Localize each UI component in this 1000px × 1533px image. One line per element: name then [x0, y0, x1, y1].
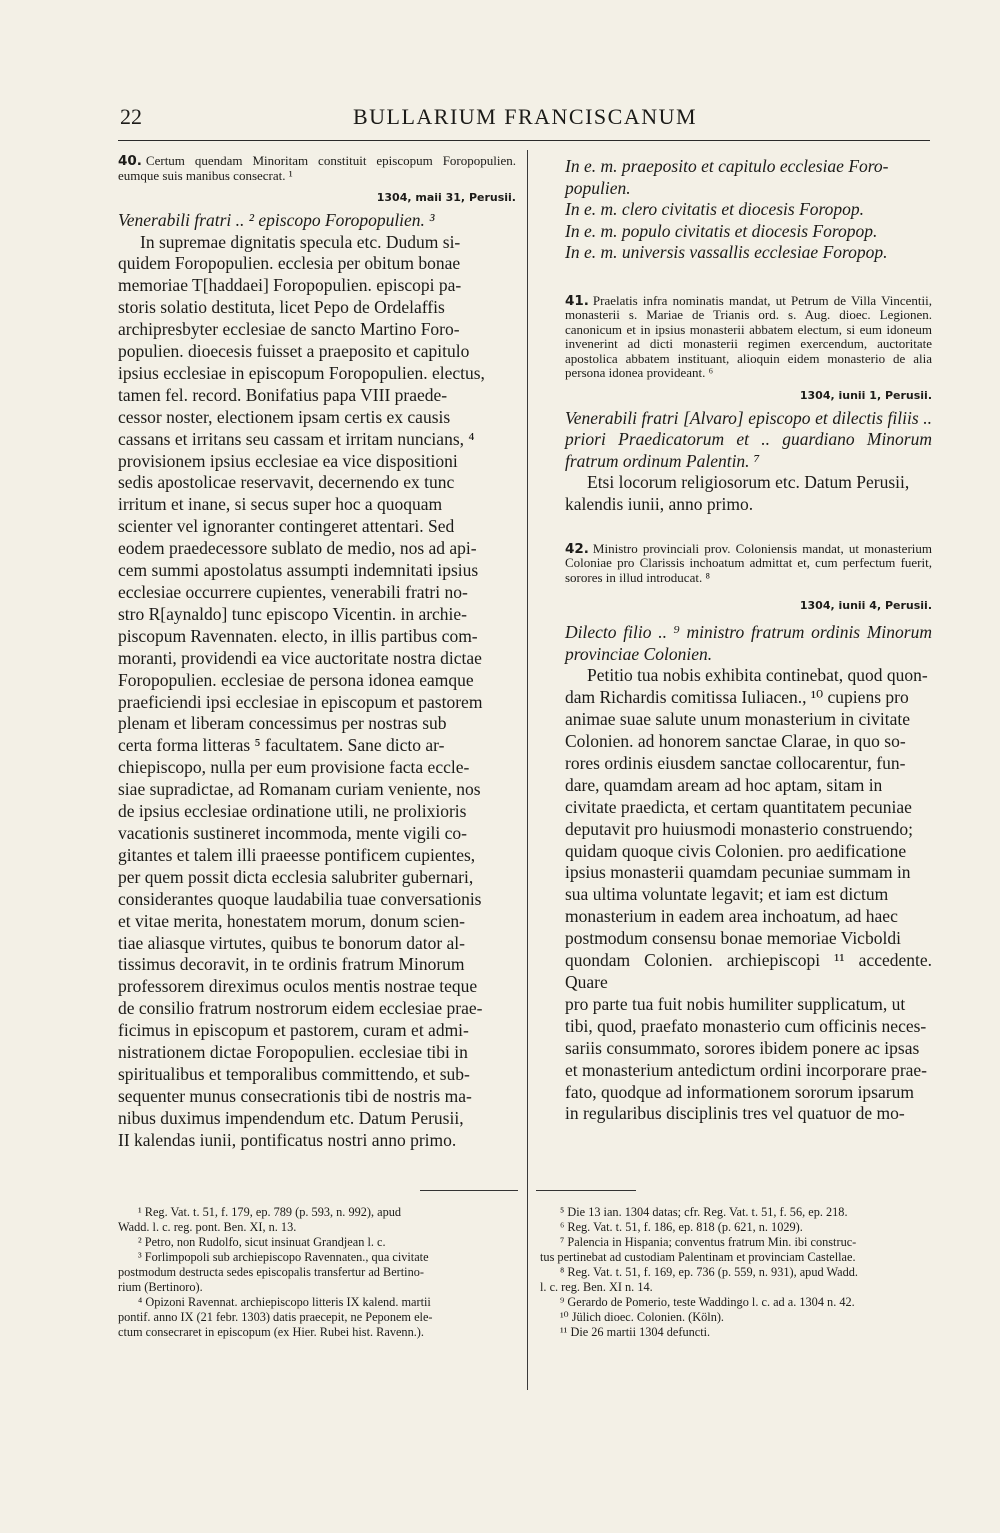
text-line: eodem praedecessore sublato de medio, nos ad api-	[118, 538, 477, 559]
document-number: 42.	[565, 540, 589, 557]
text-line: spiritualibus et temporalibus committendo, et sub-	[118, 1063, 470, 1084]
footnote-line: rium (Bertinoro).	[118, 1280, 203, 1294]
text-line: per quem possit dicta ecclesia salubriter gubernari,	[118, 866, 474, 887]
text-line: pro parte tua fuit nobis humiliter supplicatum, ut	[565, 993, 906, 1014]
text-line: tibi, quod, praefato monasterio cum officinis neces-	[565, 1015, 927, 1036]
text-line: cassans et irritans seu cassam et irritam nuncians, ⁴	[118, 428, 475, 449]
text-line: chiepiscopo, nulla per eum provisione facta eccle-	[118, 757, 470, 778]
column-divider	[527, 150, 528, 1390]
text-line: rores ordinis eiusdem sanctae collocarentur, fun-	[565, 752, 906, 773]
document-42-summary	[565, 542, 932, 586]
text-line: Colonien. ad honorem sanctae Clarae, in quo so-	[565, 731, 906, 752]
text-line: provisionem ipsius ecclesiae ea vice dispositioni	[118, 450, 458, 471]
footnote-line: ¹¹ Die 26 martii 1304 defuncti.	[560, 1325, 711, 1339]
text-line: professorem direximus oculos mentis nostrae teque	[118, 976, 478, 997]
text-line: de consilio fratrum nostrorum eidem ecclesiae prae-	[118, 998, 483, 1019]
text-line: dam Richardis comitissa Iuliacen., ¹⁰ cupiens pro	[565, 687, 909, 708]
page-number: 22	[120, 104, 142, 129]
text-line: sedis apostolicae reservavit, decernendo ex tunc	[118, 472, 455, 493]
page-header	[120, 104, 930, 134]
document-40-summary	[118, 154, 516, 183]
text-line: civitate praedicta, et certam quantitatem pecuniae	[565, 796, 912, 817]
left-column	[118, 154, 516, 1152]
text-line: ficimus in episcopum et pastorem, curam et admi-	[118, 1020, 469, 1041]
text-line: kalendis iunii, anno primo.	[565, 493, 754, 514]
footnote-line: ⁷ Palencia in Hispania; conventus fratrum Min. ibi construc-	[560, 1235, 857, 1249]
footnotes-left	[118, 1205, 516, 1340]
text-line: gitantes et talem illi praeesse pontificem cupientes,	[118, 844, 476, 865]
text-line: memoriae T[haddaei] Foropopulien. episcopi pa-	[118, 275, 462, 296]
text-line: considerantes quoque laudabilia tuae conversationis	[118, 888, 482, 909]
text-line: In e. m. praeposito et capitulo ecclesiae Foro-	[565, 156, 889, 176]
text-line: postmodum consensu bonae memoriae Vicboldi	[565, 928, 901, 949]
footnote-line: ⁶ Reg. Vat. t. 51, f. 186, ep. 818 (p. 621, n. 1029).	[560, 1220, 803, 1234]
footnote-line: ² Petro, non Rudolfo, sicut insinuat Grandjean l. c.	[138, 1235, 386, 1249]
document-address: Venerabili fratri .. ² episcopo Foropopulien. ³	[118, 210, 435, 230]
document-date: 1304, maii 31, Perusii.	[376, 191, 516, 204]
footnote-rule-right	[536, 1190, 636, 1191]
text-line: II kalendas iunii, pontificatus nostri anno primo.	[118, 1129, 457, 1150]
text-line: quidam quoque civis Colonien. pro aedificatione	[565, 840, 907, 861]
text-line: moranti, providendi ea vice auctoritate nostra dictae	[118, 647, 482, 668]
footnote-line: ⁹ Gerardo de Pomerio, teste Waddingo l. c. ad a. 1304 n. 42.	[560, 1295, 855, 1309]
document-date: 1304, iunii 1, Perusii.	[799, 388, 932, 402]
text-line: dare, quamdam aream ad hoc aptam, sitam in	[565, 774, 883, 795]
text-line: siae supradictae, ad Romanam curiam veniente, nos	[118, 779, 481, 800]
text-line: plenam et liberam concessimus per nostras sub	[118, 713, 447, 734]
footnote-line: ¹ Reg. Vat. t. 51, f. 179, ep. 789 (p. 593, n. 992), apud	[138, 1205, 402, 1219]
summary-text: Certum quendam Minoritam constituit episcopum Foropopulien. eumque suis manibus consecrat. ¹	[118, 153, 516, 183]
text-line: certa forma litteras ⁵ facultatem. Sane dicto ar-	[118, 735, 445, 756]
text-line: cessor noster, electionem ipsam certis ex causis	[118, 406, 451, 427]
text-line: cem summi apostolatus assumpti indemnitati ipsius	[118, 560, 479, 581]
text-line: ecclesiae occurrere cupientes, venerabili fratri no-	[118, 582, 468, 602]
text-line: fato, quodque ad informationem sororum ipsarum	[565, 1081, 914, 1102]
document-body	[565, 472, 932, 516]
text-line: In e. m. universis vassallis ecclesiae Foropop.	[565, 242, 888, 262]
summary-text: Ministro provinciali prov. Coloniensis mandat, ut monasterium Coloniae pro Clarissis inchoatum admittat et, cum perfectum fuerit, sorores in illud introducat. ⁸	[565, 540, 932, 585]
text-line: vacationis sustineret incommoda, mente vigili co-	[118, 822, 467, 843]
text-line: nibus duximus impendendum etc. Datum Perusii,	[118, 1107, 464, 1128]
text-line: scienter vel ignoranter contingeret attentari. Sed	[118, 516, 455, 537]
footnote-line: ³ Forlimpopoli sub archiepiscopo Ravennaten., qua civitate	[138, 1250, 429, 1264]
text-line: praeficiendi ipsi ecclesiae in episcopum et pastorem	[118, 691, 483, 712]
text-line: tamen fel. record. Bonifatius papa VIII praede-	[118, 384, 448, 405]
text-line: In e. m. clero civitatis et diocesis Foropop.	[565, 199, 865, 219]
document-address: Dilecto filio .. ⁹ ministro fratrum ordinis Minorum provinciae Colonien.	[565, 622, 932, 664]
continuation-addresses	[565, 156, 932, 264]
text-line: animae suae salute unum monasterium in civitate	[565, 709, 911, 730]
text-line: populien.	[565, 177, 631, 198]
footnote-line: ¹⁰ Jülich dioec. Colonien. (Köln).	[560, 1310, 725, 1324]
right-column	[565, 156, 932, 1125]
footnote-line: postmodum destructa sedes episcopalis transfertur ad Bertino-	[118, 1265, 424, 1279]
header-rule	[118, 140, 930, 141]
running-title: BULLARIUM FRANCISCANUM	[352, 104, 698, 129]
text-line: In supremae dignitatis specula etc. Dudum si-	[140, 231, 461, 252]
text-line: archipresbyter ecclesiae de sancto Martino Foro-	[118, 319, 460, 340]
document-body	[565, 665, 932, 1125]
text-line: et monasterium antedictum ordini incorporare prae-	[565, 1059, 928, 1080]
text-line: storis solatio destituta, licet Pepo de Ordelaffis	[118, 297, 445, 318]
text-line: deputavit pro huiusmodi monasterio construendo;	[565, 818, 914, 839]
text-line: sua ultima voluntate legavit; et iam est dictum	[565, 884, 889, 905]
text-line: quidem Foropopulien. ecclesia per obitum bonae	[118, 253, 461, 274]
text-line: stro R[aynaldo] tunc episcopo Vicentin. in archie-	[118, 603, 468, 624]
footnote-line: ⁵ Die 13 ian. 1304 datas; cfr. Reg. Vat. t. 51, f. 56, ep. 218.	[560, 1205, 848, 1219]
text-line: de ipsius ecclesiae ordinatione utili, ne prolixioris	[118, 801, 467, 822]
text-line: populien. dioecesis fuisset a praeposito et capitulo	[118, 341, 470, 362]
text-line: In e. m. populo civitatis et diocesis Foropop.	[565, 220, 878, 241]
text-line: monasterium in eadem area inchoatum, ad haec	[565, 906, 898, 927]
text-line: Etsi locorum religiosorum etc. Datum Perusii,	[587, 472, 910, 492]
text-line: et vitae merita, honestatem morum, donum scien-	[118, 910, 465, 931]
text-line: ipsius ecclesiae in episcopum Foropopulien. electus,	[118, 362, 485, 383]
footnote-line: pontif. anno IX (21 febr. 1303) datis praecepit, ne Peponem ele-	[118, 1310, 433, 1324]
footnote-line: Wadd. l. c. reg. pont. Ben. XI, n. 13.	[118, 1220, 297, 1234]
text-line: ipsius monasterii quamdam pecuniae summam in	[565, 862, 911, 883]
text-line: piscopum Ravennaten. electo, in illis partibus com-	[118, 625, 478, 646]
footnote-line: ⁴ Opizoni Ravennat. archiepiscopo litteris IX kalend. martii	[138, 1295, 431, 1309]
footnote-line: tus pertinebat ad custodiam Palentinam et provinciam Castellae.	[540, 1250, 856, 1264]
text-line: tiae aliasque virtutes, quibus te bonorum dator al-	[118, 932, 465, 953]
text-line: sariis consummato, sorores ibidem ponere ac ipsas	[565, 1037, 920, 1058]
text-line: sequenter munus consecrationis tibi de nostris ma-	[118, 1085, 472, 1106]
footnote-line: ⁸ Reg. Vat. t. 51, f. 169, ep. 736 (p. 559, n. 931), apud Wadd.	[560, 1265, 858, 1279]
text-line: Foropopulien. ecclesiae de persona idonea eamque	[118, 669, 474, 690]
text-line: tissimus decoravit, in te ordinis fratrum Minorum	[118, 954, 465, 975]
summary-text: Praelatis infra nominatis mandat, ut Petrum de Villa Vincentii, monasterii s. Mariae de Trianis ord. s. Aug. dioec. Legionen. canonicum et in ipsius monasterii abbatem electum, si eum idoneum invenerint ad dicti monasterii regimen exercendum, auctoritate apostolica abbatem instituant, alioquin eidem monasterio de alia persona idonea provideant. ⁶	[565, 292, 932, 380]
text-line: nistrationem dictae Foropopulien. ecclesiae tibi in	[118, 1042, 468, 1063]
document-body	[118, 232, 516, 1152]
footnote-line: l. c. reg. Ben. XI n. 14.	[540, 1280, 653, 1294]
text-line: irritum et inane, si secus super hoc a quoquam	[118, 494, 443, 515]
text-line: in regularibus disciplinis tres vel quatuor de mo-	[565, 1103, 905, 1124]
text-line: quondam Colonien. archiepiscopi ¹¹ accedente. Quare	[565, 950, 932, 992]
document-41-summary	[565, 294, 932, 381]
document-address: Venerabili fratri [Alvaro] episcopo et dilectis filiis .. priori Praedicatorum et .. guardiano Minorum fratrum ordinum Palentin. ⁷	[565, 407, 932, 471]
document-number: 40.	[118, 153, 142, 169]
footnote-rule-left	[420, 1190, 518, 1191]
footnotes-right	[540, 1205, 932, 1340]
document-number: 41.	[565, 292, 589, 309]
footnote-line: ctum consecraret in episcopum (ex Hier. Rubei hist. Ravenn.).	[118, 1325, 424, 1339]
document-date: 1304, iunii 4, Perusii.	[799, 599, 932, 613]
text-line: Petitio tua nobis exhibita continebat, quod quon-	[587, 665, 928, 686]
